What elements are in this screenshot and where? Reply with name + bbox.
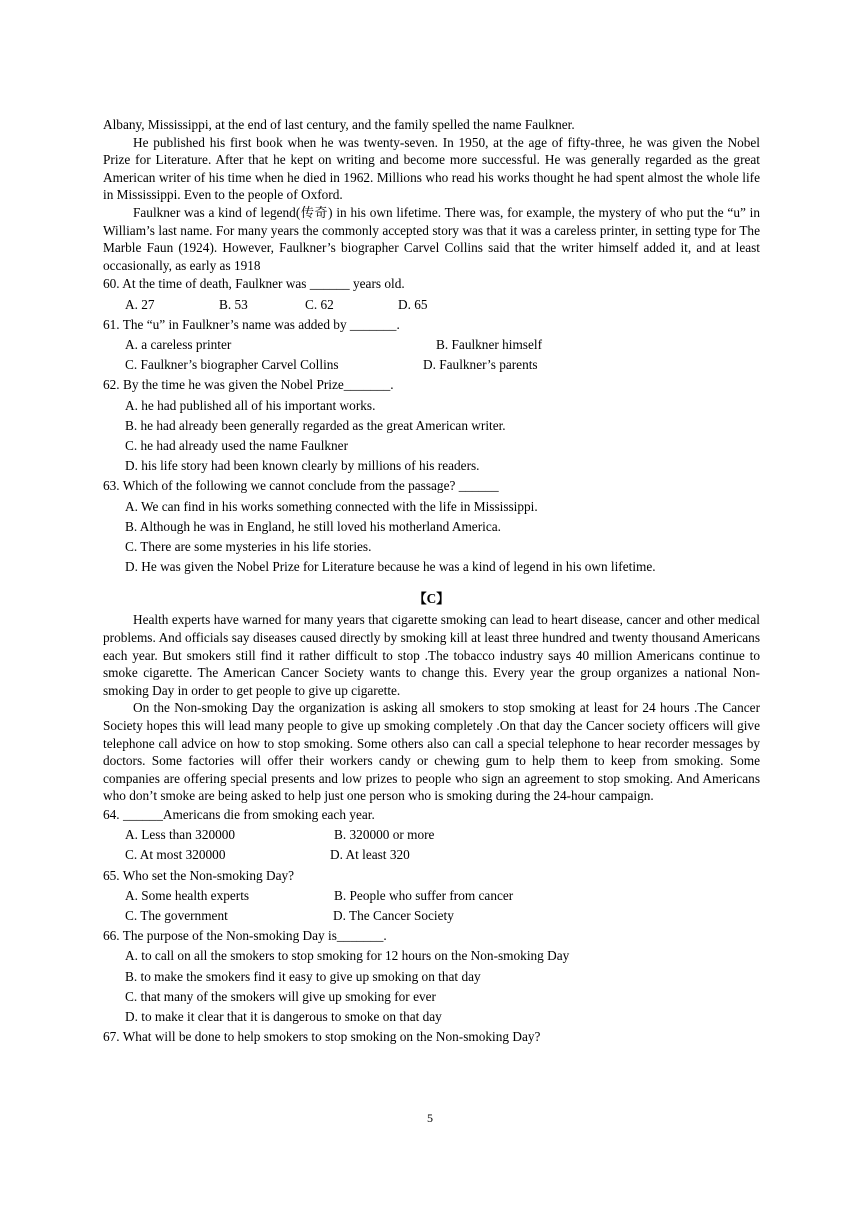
option: C. At most 320000 [125,847,226,863]
option-row [125,906,760,926]
option: B. he had already been generally regarded as the great American writer. [125,417,506,433]
option-row [125,825,760,845]
question-stem: 63. Which of the following we cannot conclude from the passage? ______ [103,478,499,494]
option: C. The government [125,907,228,923]
option: C. There are some mysteries in his life stories. [125,538,372,554]
option-row [125,886,760,906]
page-number: 5 [427,1111,433,1125]
option: A. Less than 320000 [125,827,236,843]
passage-c-paragraph: On the Non-smoking Day the organization is asking all smokers to stop smoking at least for 24 hours .The Cancer Society hopes this will lead many people to give up smoking completely .On that day the Cancer society officers will give telephone call advice on how to stop smoking. Some others also can call a special telephone to hear recorder messages by doctors. Some factories will offer their workers candy or chewing gum to help them to keep from smoking. Some companies are offering special presents and low prizes to people who sign an agreement to stop smoking. And Americans who don’t smoke are being asked to help just one person who is smoking during the 24-hour campaign. [103,700,760,804]
option: A. a careless printer [125,336,232,352]
option: B. to make the smokers find it easy to give up smoking on that day [125,968,481,984]
option: C. he had already used the name Faulkner [125,437,349,453]
option: B. 53 [219,296,248,312]
option: B. 320000 or more [334,827,435,843]
page-content [103,116,760,1047]
question-stem: 67. What will be done to help smokers to stop smoking on the Non-smoking Day? [103,1029,541,1045]
option: D. his life story had been known clearly by millions of his readers. [125,458,480,474]
option-row [125,295,760,315]
passage-b-paragraph: Albany, Mississippi, at the end of last century, and the family spelled the name Faulkner. [103,117,575,132]
passage-b-paragraph: Faulkner was a kind of legend(传奇) in his own lifetime. There was, for example, the mystery of who put the “u” in William’s last name. For many years the commonly accepted story was that it was a careless printer, in setting type for The Marble Faun (1924). However, Faulkner’s biographer Carvel Collins said that the writer himself added it, and at least occasionally, as early as 1918 [103,204,760,273]
option-row [125,355,760,375]
option: C. Faulkner’s biographer Carvel Collins [125,357,339,373]
option: D. At least 320 [330,847,410,863]
question-stem: 60. At the time of death, Faulkner was ______ years old. [103,276,405,292]
option: D. Faulkner’s parents [423,357,538,373]
section-title: 【C】 [413,591,450,607]
option: D. 65 [398,296,428,312]
option: B. People who suffer from cancer [334,887,514,903]
option: D. The Cancer Society [333,907,454,923]
option-row [125,845,760,865]
option: C. 62 [305,296,334,312]
option: A. 27 [125,296,155,312]
question-stem: 61. The “u” in Faulkner’s name was added by _______. [103,316,400,332]
passage-c-paragraph: Health experts have warned for many years that cigarette smoking can lead to heart disease, cancer and other medical problems. And officials say diseases caused directly by smoking kill at least three hundred and twenty thousand Americans each year. But smokers still find it rather difficult to stop .The tobacco industry says 40 million Americans continue to smoke cigarette. The American Cancer Society wants to change this. Every year the group organizes a national Non-smoking Day in order to get people to give up cigarette. [103,612,760,698]
option: A. he had published all of his important works. [125,397,376,413]
question-stem: 66. The purpose of the Non-smoking Day is_______. [103,928,387,944]
option: B. Although he was in England, he still loved his motherland America. [125,518,501,534]
question-stem: 62. By the time he was given the Nobel Prize_______. [103,377,394,393]
option: D. He was given the Nobel Prize for Literature because he was a kind of legend in his own lifetime. [125,559,656,575]
option: B. Faulkner himself [436,336,542,352]
option: C. that many of the smokers will give up smoking for ever [125,988,436,1004]
option-row [125,335,760,355]
option: D. to make it clear that it is dangerous to smoke on that day [125,1008,442,1024]
option: A. to call on all the smokers to stop smoking for 12 hours on the Non-smoking Day [125,948,570,964]
passage-b-paragraph: He published his first book when he was twenty-seven. In 1950, at the age of fifty-three, he was given the Nobel Prize for Literature. After that he kept on writing and become more successful. He was generally regarded as the great American writer of his time when he died in 1962. Millions who read his works thought he had spent almost the whole life in Mississippi. Even to the people of Oxford. [103,134,760,203]
question-stem: 64. ______Americans die from smoking each year. [103,806,375,822]
option: A. We can find in his works something connected with the life in Mississippi. [125,498,538,514]
question-stem: 65. Who set the Non-smoking Day? [103,867,295,883]
option: A. Some health experts [125,887,250,903]
